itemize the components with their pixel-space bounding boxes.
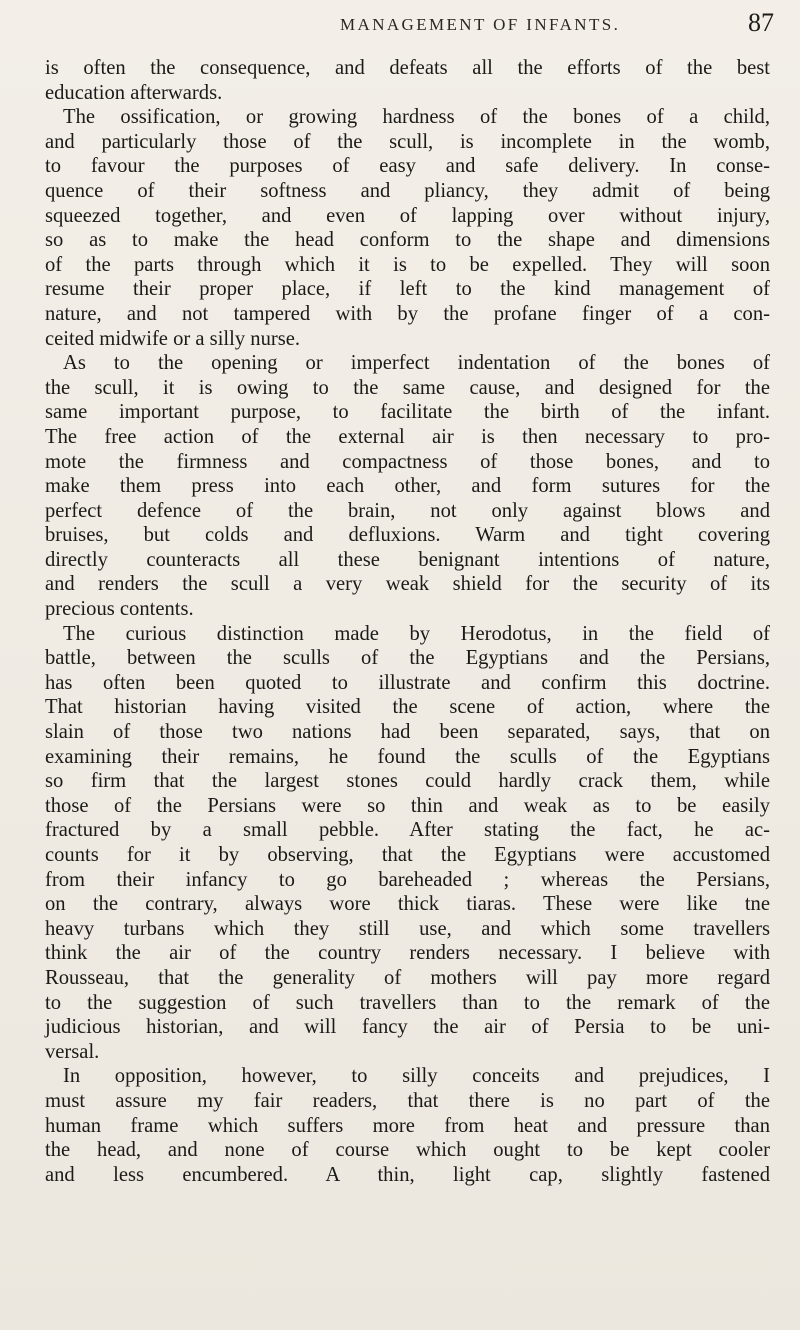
text-line: perfect defence of the brain, not only against blows and — [45, 499, 770, 522]
text-line: As to the opening or imperfect indentation of the bones of — [63, 352, 770, 375]
text-line: and particularly those of the scull, is incomplete in the womb, — [45, 130, 770, 153]
text-line: counts for it by observing, that the Egyptians were accustomed — [45, 844, 770, 866]
text-line: the scull, it is owing to the same cause, and designed for the — [45, 376, 770, 399]
body-text — [45, 56, 770, 1187]
text-line: make them press into each other, and form sutures for the — [45, 475, 770, 498]
text-line: mote the firmness and compactness of those bones, and to — [45, 450, 770, 473]
text-line: same important purpose, to facilitate the birth of the infant. — [45, 401, 770, 424]
text-line: directly counteracts all these benignant intentions of nature, — [45, 548, 770, 571]
text-line: to the suggestion of such travellers than to the remark of the — [45, 991, 770, 1014]
page-number: 87 — [748, 8, 774, 37]
text-line: and renders the scull a very weak shield for the security of its — [45, 573, 770, 596]
text-line: That historian having visited the scene of action, where the — [45, 696, 770, 719]
text-line: to favour the purposes of easy and safe delivery. In conse- — [45, 155, 770, 178]
text-line: In opposition, however, to silly conceits and prejudices, I — [63, 1065, 770, 1088]
text-line: fractured by a small pebble. After stating the fact, he ac- — [45, 819, 770, 842]
text-line: is often the consequence, and defeats all the efforts of the best — [45, 57, 770, 79]
text-line: so firm that the largest stones could hardly crack them, while — [45, 770, 770, 793]
text-line: the head, and none of course which ought to be kept cooler — [45, 1139, 770, 1162]
text-line: versal. — [45, 1040, 100, 1063]
text-line: think the air of the country renders necessary. I believe with — [45, 942, 770, 965]
text-line: human frame which suffers more from heat and pressure than — [45, 1114, 770, 1137]
text-line: education afterwards. — [45, 81, 223, 104]
text-line: slain of those two nations had been separated, says, that on — [45, 721, 770, 744]
text-line: those of the Persians were so thin and weak as to be easily — [45, 794, 770, 817]
text-line: judicious historian, and will fancy the air of Persia to be uni- — [45, 1016, 770, 1039]
text-line: precious contents. — [45, 598, 194, 621]
text-line: The curious distinction made by Herodotus, in the field of — [63, 622, 770, 645]
text-line: of the parts through which it is to be expelled. They will soon — [45, 253, 770, 276]
text-line: Rousseau, that the generality of mothers will pay more regard — [45, 966, 770, 989]
text-line: has often been quoted to illustrate and confirm this doctrine. — [45, 671, 770, 694]
text-line: nature, and not tampered with by the profane finger of a con- — [45, 302, 770, 325]
text-line: The free action of the external air is then necessary to pro- — [45, 425, 770, 448]
text-line: resume their proper place, if left to the kind management of — [45, 278, 770, 301]
text-line: must assure my fair readers, that there is no part of the — [45, 1089, 770, 1112]
text-line: bruises, but colds and defluxions. Warm and tight covering — [45, 524, 770, 547]
text-line: and less encumbered. A thin, light cap, slightly fastened — [45, 1163, 770, 1186]
text-line: from their infancy to go bareheaded ; whereas the Persians, — [45, 868, 770, 891]
text-line: battle, between the sculls of the Egyptians and the Persians, — [45, 647, 770, 670]
text-line: squeezed together, and even of lapping over without injury, — [45, 204, 770, 227]
text-line: so as to make the head conform to the shape and dimensions — [45, 229, 770, 252]
text-line: examining their remains, he found the sculls of the Egyptians — [45, 745, 770, 768]
text-line: ceited midwife or a silly nurse. — [45, 327, 301, 350]
text-line: on the contrary, always wore thick tiaras. These were like tne — [45, 893, 770, 916]
running-head: MANAGEMENT OF INFANTS. — [340, 15, 621, 34]
text-line: The ossification, or growing hardness of the bones of a child, — [63, 106, 770, 129]
text-line: heavy turbans which they still use, and which some travellers — [45, 917, 770, 940]
text-line: quence of their softness and pliancy, they admit of being — [45, 179, 770, 202]
